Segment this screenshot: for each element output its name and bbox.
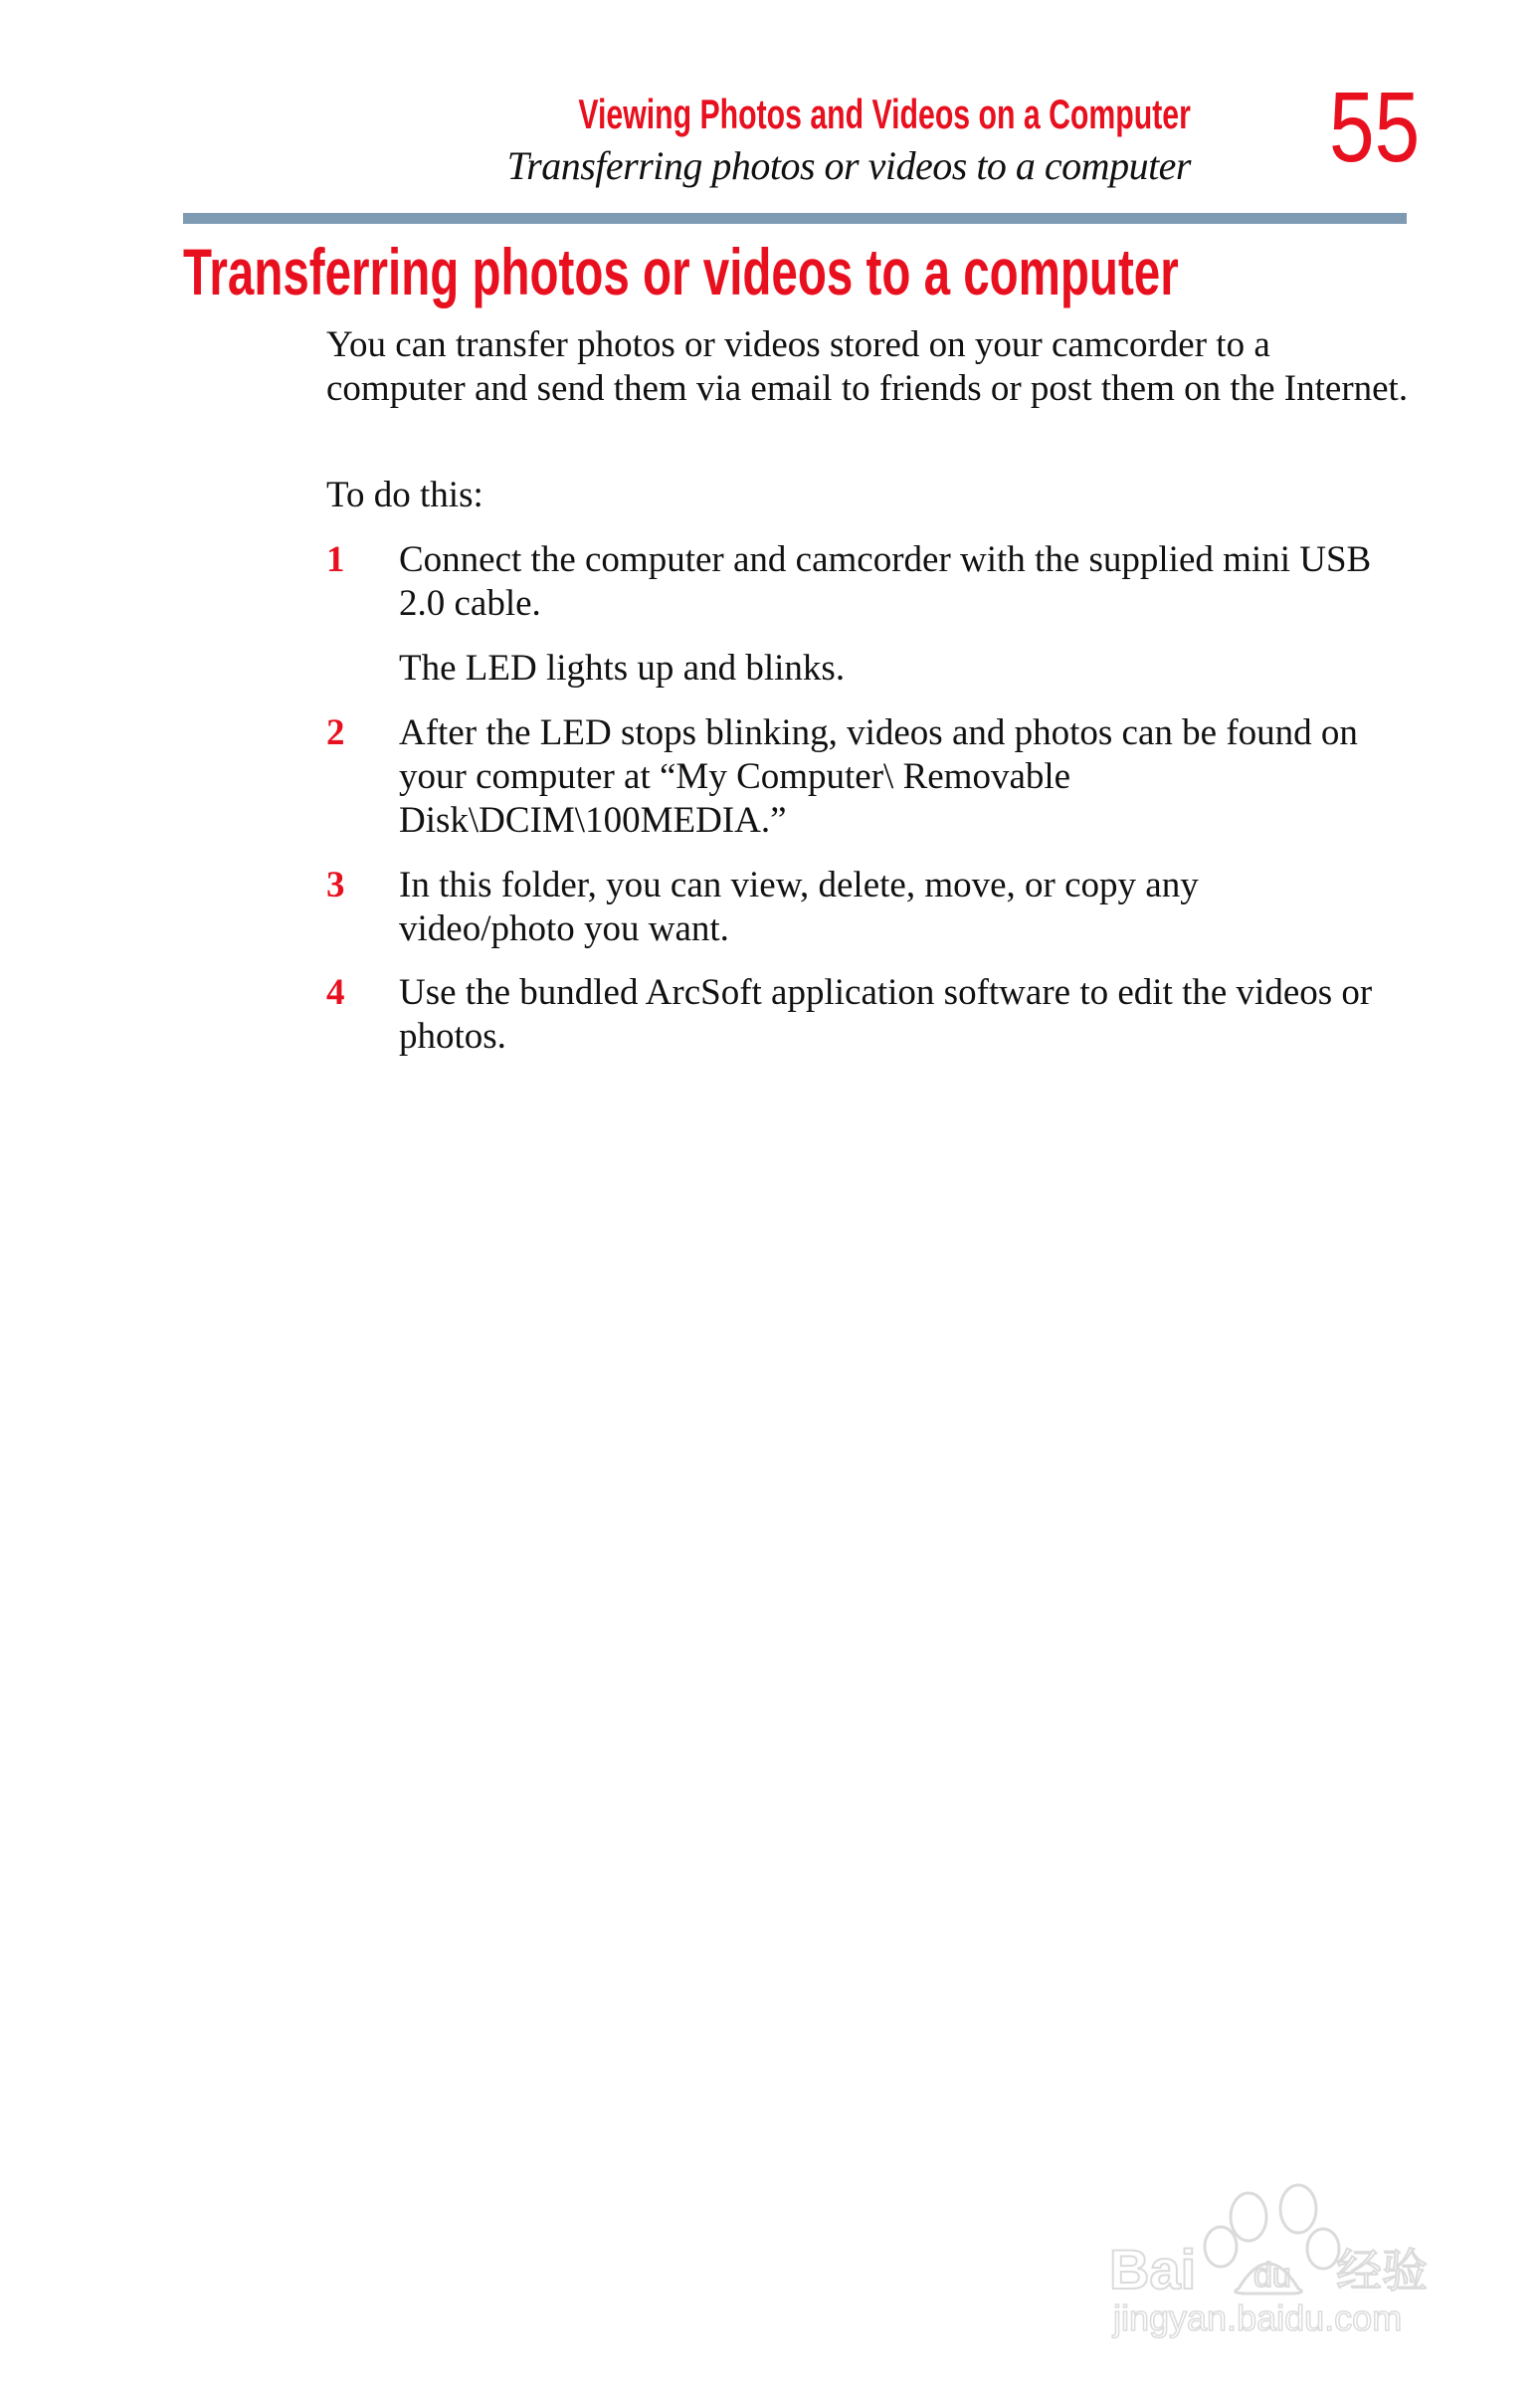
step-text: In this folder, you can view, delete, move, or copy any video/photo you want. bbox=[399, 865, 1199, 949]
baidu-watermark-logo bbox=[1099, 2179, 1457, 2348]
header-rule bbox=[183, 213, 1407, 224]
step-number: 1 bbox=[326, 539, 345, 580]
running-header-chapter bbox=[340, 90, 1191, 140]
step-number: 4 bbox=[326, 972, 345, 1013]
page-number: 55 bbox=[1329, 72, 1421, 183]
step-text: After the LED stops blinking, videos and photos can be found on your computer at “My Computer\ Removable Disk\DCIM\100MEDIA.” bbox=[399, 712, 1358, 841]
svg-text:jingyan.baidu.com: jingyan.baidu.com bbox=[1113, 2298, 1403, 2338]
chapter-title: Viewing Photos and Videos on a Computer bbox=[578, 91, 1191, 137]
step-number: 3 bbox=[326, 865, 345, 905]
paw-logo-icon bbox=[1099, 2179, 1457, 2348]
step-number: 2 bbox=[326, 712, 345, 753]
running-header-section: Transferring photos or videos to a computer bbox=[506, 143, 1191, 188]
svg-text:du: du bbox=[1253, 2257, 1291, 2295]
intro-paragraph: You can transfer photos or videos stored on your camcorder to a computer and send them via email to friends or post them on the Internet. bbox=[326, 324, 1409, 409]
section-heading-text: Transferring photos or videos to a computer bbox=[183, 235, 1179, 308]
section-heading bbox=[183, 235, 1540, 308]
step-text: Connect the computer and camcorder with the supplied mini USB 2.0 cable. bbox=[399, 539, 1372, 624]
step-note: The LED lights up and blinks. bbox=[399, 648, 846, 689]
svg-text:Bai: Bai bbox=[1109, 2238, 1197, 2300]
svg-text:经验: 经验 bbox=[1336, 2244, 1428, 2298]
step-text: Use the bundled ArcSoft application software to edit the videos or photos. bbox=[399, 972, 1373, 1057]
lead-text: To do this: bbox=[326, 475, 483, 515]
